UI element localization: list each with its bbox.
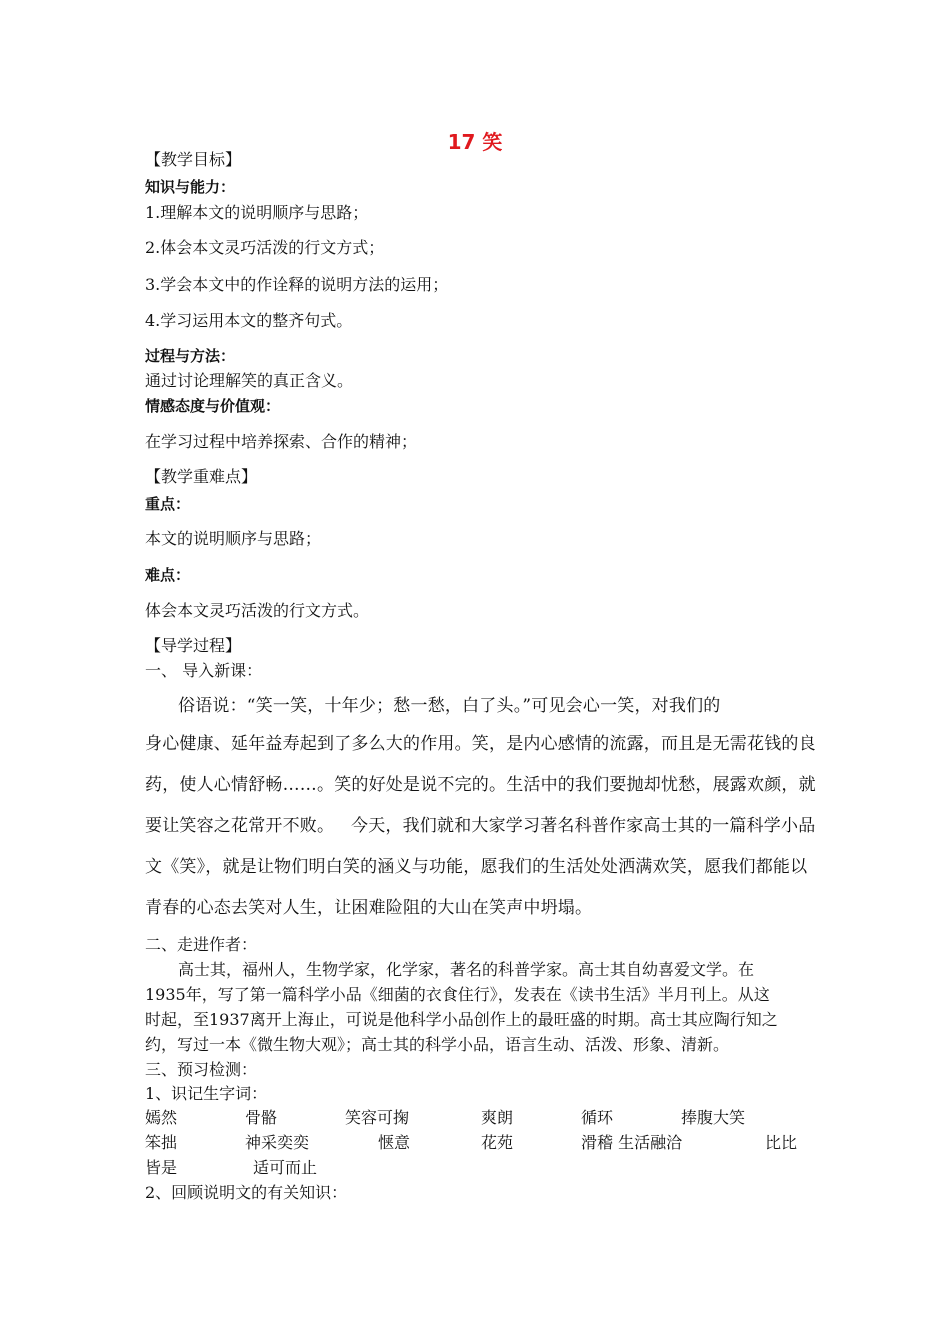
- vocab-word: 惬意: [378, 1133, 411, 1152]
- vocab-word: 皆是: [145, 1158, 178, 1177]
- difficult-point-text: 体会本文灵巧活泼的行文方式。: [145, 601, 370, 620]
- goal-item-1: 1.理解本文的说明顺序与思路；: [145, 203, 369, 222]
- key-point-text: 本文的说明顺序与思路；: [145, 529, 322, 548]
- review-question-label: 2、回顾说明文的有关知识：: [145, 1183, 348, 1202]
- vocab-word: 比比: [765, 1133, 798, 1152]
- emotion-values-label: 情感态度与价值观：: [145, 397, 281, 415]
- vocab-word: 神采奕奕: [245, 1133, 310, 1152]
- process-method-text: 通过讨论理解笑的真正含义。: [145, 371, 354, 390]
- emotion-values-text: 在学习过程中培养探索、合作的精神；: [145, 432, 418, 451]
- teaching-goals-header: 【教学目标】: [145, 150, 242, 169]
- vocab-question-label: 1、识记生字词：: [145, 1084, 268, 1103]
- goal-item-4: 4.学习运用本文的整齐句式。: [145, 311, 353, 330]
- intro-paragraph-line-5: 文《笑》，就是让物们明白笑的涵义与功能，愿我们的生活处处洒满欢笑，愿我们都能以: [145, 857, 808, 877]
- vocab-word: 适可而止: [253, 1158, 318, 1177]
- goal-item-3: 3.学会本文中的作诠释的说明方法的运用；: [145, 275, 449, 294]
- key-difficulty-header: 【教学重难点】: [145, 467, 258, 486]
- vocab-word: 笨拙: [145, 1133, 178, 1152]
- intro-paragraph-line-3: 药，使人心情舒畅……。笑的好处是说不完的。生活中的我们要抛却忧愁，展露欢颜，就: [145, 775, 816, 795]
- intro-paragraph-line-2: 身心健康、延年益寿起到了多么大的作用。笑，是内心感情的流露，而且是无需花钱的良: [145, 734, 816, 754]
- author-paragraph-line-4: 约，写过一本《微生物大观》；高士其的科学小品，语言生动、活泼、形象、清新。: [145, 1035, 730, 1054]
- vocab-word: 嫣然: [145, 1108, 178, 1127]
- document-title: 17 笑: [447, 130, 503, 154]
- section-preview-heading: 三、预习检测：: [145, 1060, 258, 1079]
- key-point-label: 重点：: [145, 495, 191, 513]
- difficult-point-label: 难点：: [145, 566, 191, 584]
- author-paragraph-line-2: 1935年，写了第一篇科学小品《细菌的衣食住行》，发表在《读书生活》半月刊上。从这: [145, 985, 770, 1004]
- section-intro-heading: 一、 导入新课：: [145, 661, 263, 680]
- vocab-word: 循环: [581, 1108, 614, 1127]
- vocab-word: 笑容可掬: [345, 1108, 410, 1127]
- intro-paragraph-line-1: 俗语说：“笑一笑，十年少；愁一愁，白了头。”可见会心一笑，对我们的: [178, 696, 721, 716]
- section-author-heading: 二、走进作者：: [145, 935, 258, 954]
- knowledge-ability-label: 知识与能力：: [145, 178, 236, 196]
- intro-paragraph-line-4: 要让笑容之花常开不败。 今天，我们就和大家学习著名科普作家高士其的一篇科学小品: [145, 816, 816, 836]
- vocab-word: 滑稽 生活融洽: [581, 1133, 683, 1152]
- vocab-word: 骨骼: [245, 1108, 278, 1127]
- intro-paragraph-line-6: 青春的心态去笑对人生，让困难险阻的大山在笑声中坍塌。: [145, 898, 593, 918]
- vocab-word: 捧腹大笑: [681, 1108, 746, 1127]
- vocab-word: 花苑: [481, 1133, 514, 1152]
- process-method-label: 过程与方法：: [145, 347, 236, 365]
- author-paragraph-line-3: 时起，至1937离开上海止，可说是他科学小品创作上的最旺盛的时期。高士其应陶行知之: [145, 1010, 778, 1029]
- author-paragraph-line-1: 高士其，福州人，生物学家，化学家，著名的科普学家。高士其自幼喜爱文学。在: [178, 960, 755, 979]
- goal-item-2: 2.体会本文灵巧活泼的行文方式；: [145, 238, 385, 257]
- guide-process-header: 【导学过程】: [145, 636, 242, 655]
- vocab-word: 爽朗: [481, 1108, 514, 1127]
